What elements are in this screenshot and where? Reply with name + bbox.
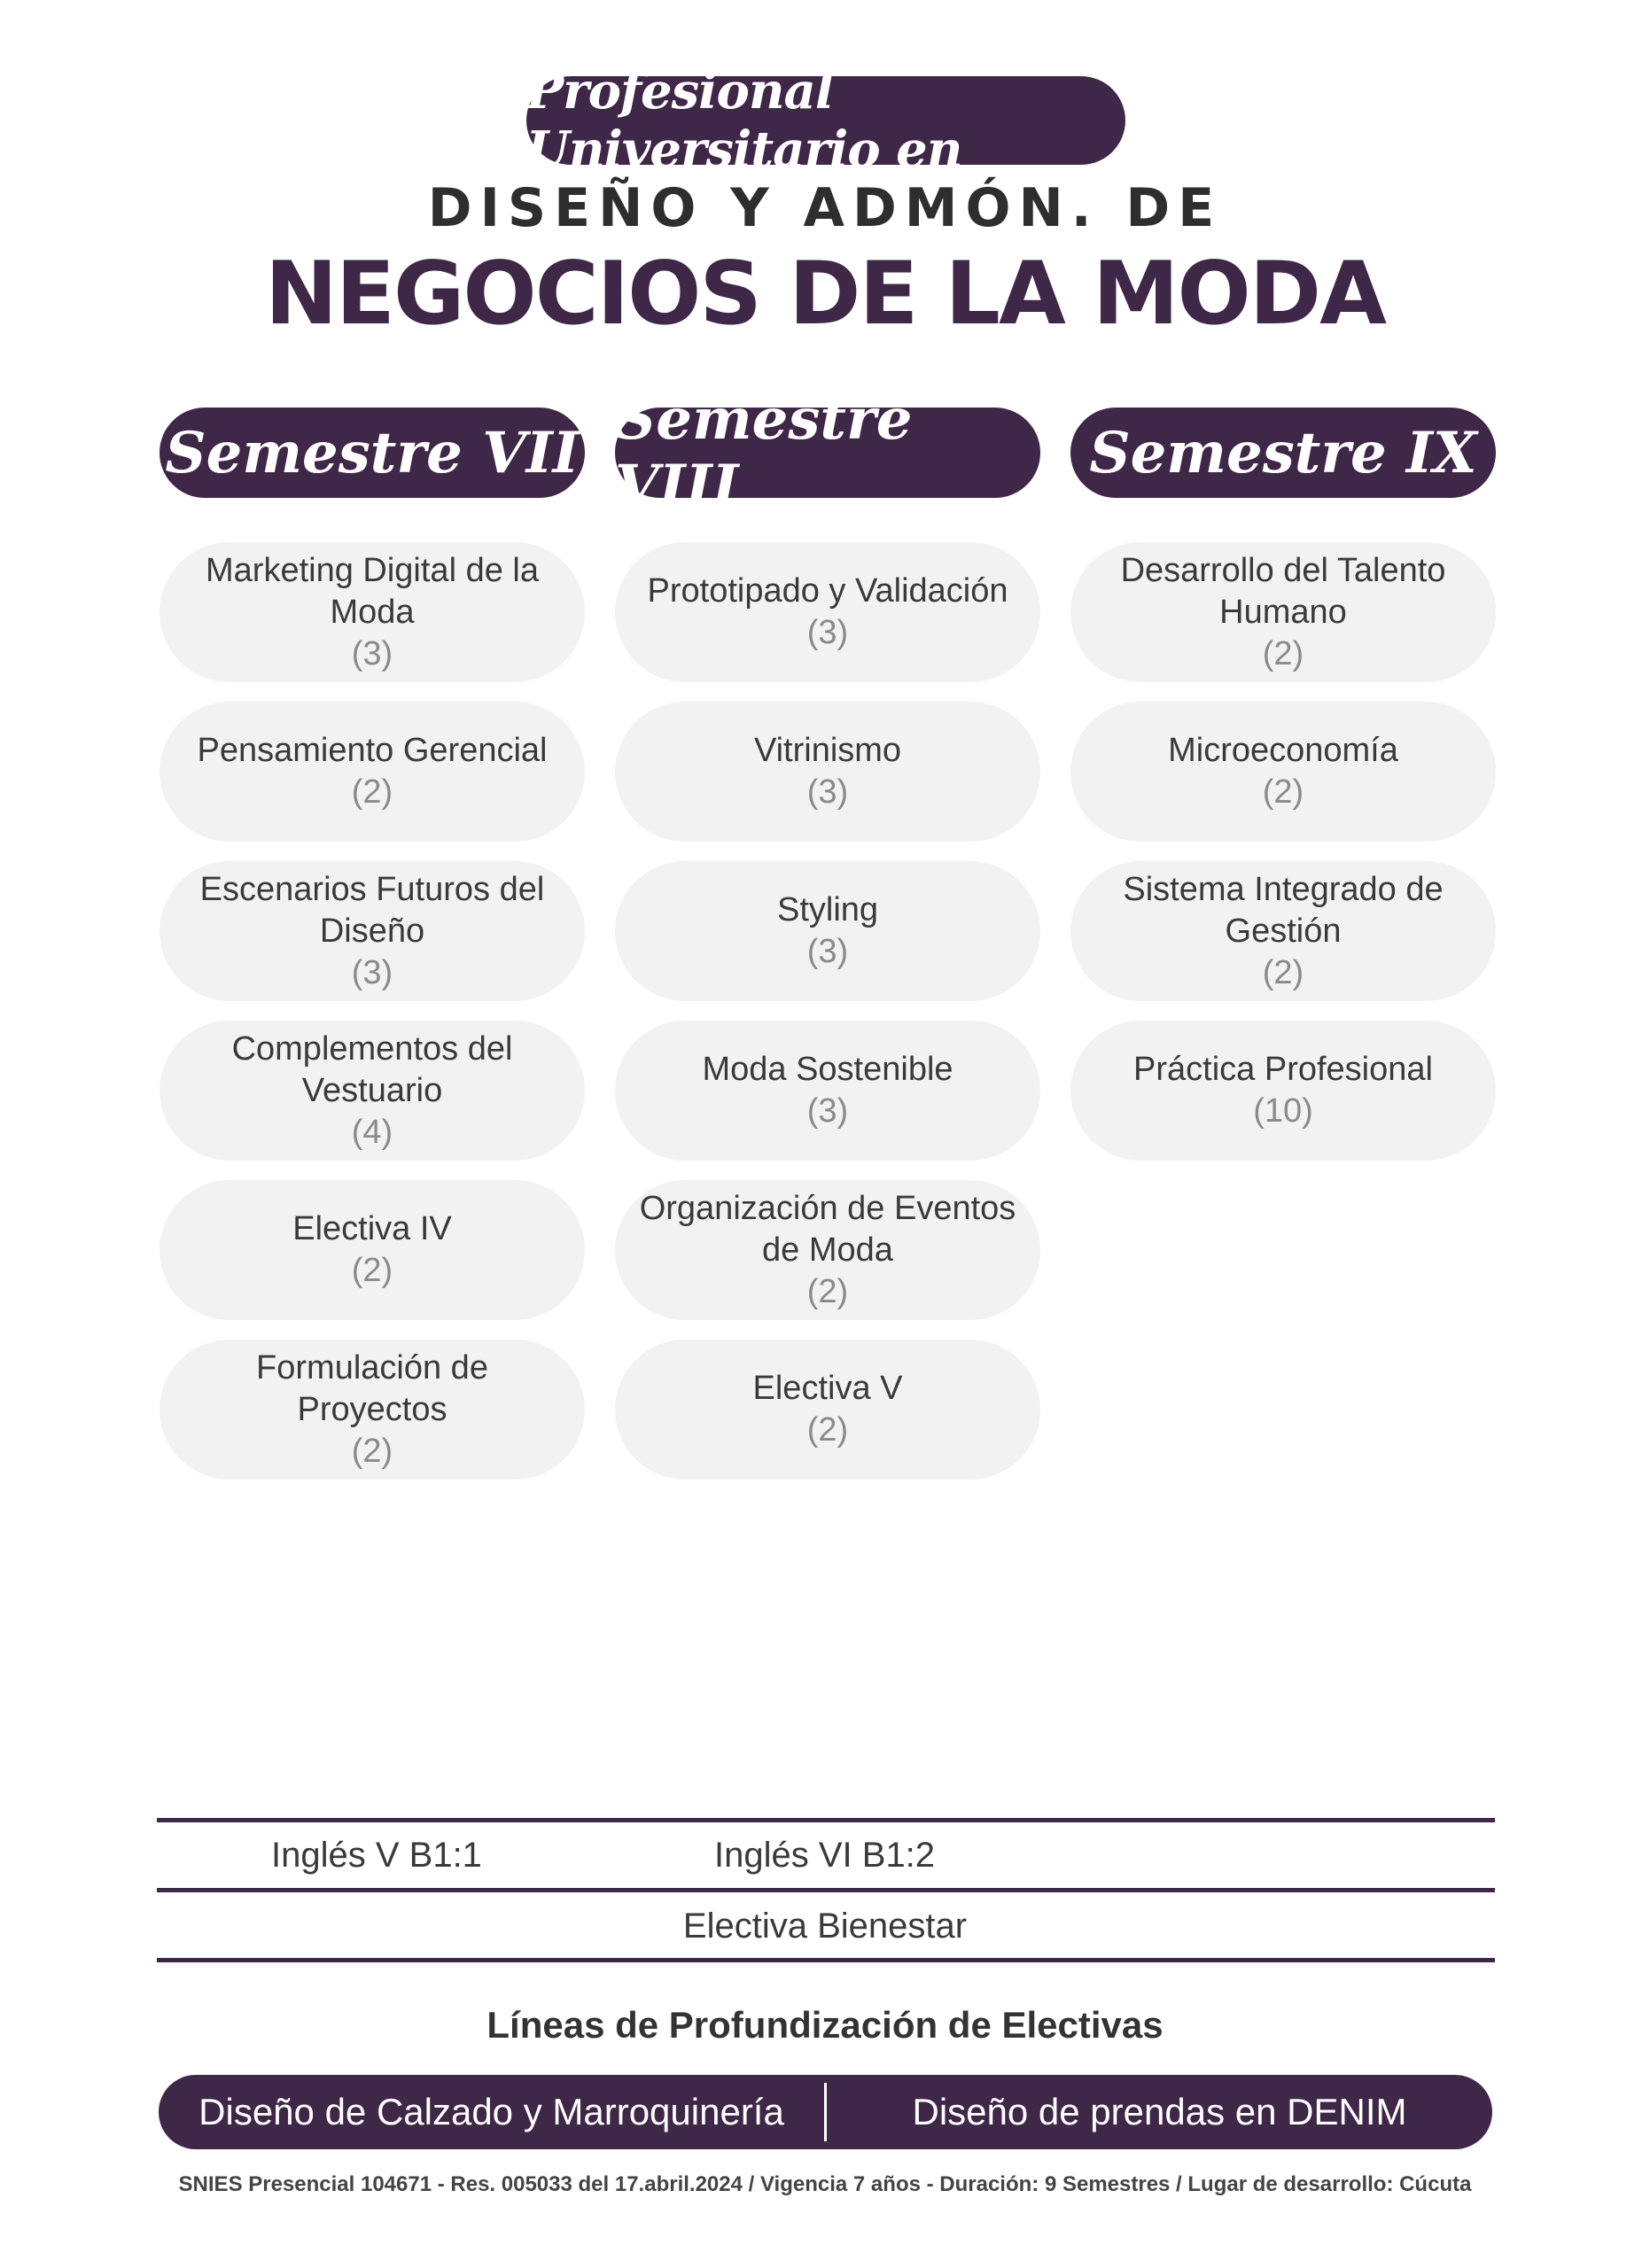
course-name: Organización de Eventos de Moda (639, 1189, 1016, 1269)
course-credits: (2) (351, 1252, 393, 1289)
divider-line (157, 1958, 1495, 1962)
course-card (1070, 861, 1496, 1001)
course-card (615, 1180, 1040, 1320)
elective-line-footwear: Diseño de Calzado y Marroquinería (198, 2091, 784, 2132)
course-card (160, 542, 585, 682)
course-card (1070, 542, 1496, 682)
course-card (160, 1180, 585, 1320)
semester-header: Semestre VII (160, 408, 585, 498)
electiva-bienestar-label: Electiva Bienestar (682, 1907, 968, 1946)
program-title: NEGOCIOS DE LA MODA (265, 244, 1385, 345)
semester-column-viii (615, 386, 1040, 1449)
course-credits: (3) (351, 634, 393, 672)
course-card (1070, 702, 1496, 842)
course-credits: (2) (806, 1411, 849, 1449)
program-subtitle: DISEÑO Y ADMÓN. DE (427, 177, 1223, 239)
course-card (160, 1340, 585, 1480)
course-credits: (2) (1262, 634, 1304, 672)
divider-line (157, 1888, 1495, 1892)
course-card (615, 861, 1040, 1001)
course-credits: (2) (1262, 953, 1304, 991)
course-credits: (3) (806, 1092, 849, 1130)
course-credits: (10) (1253, 1092, 1313, 1130)
semester-header: Semestre IX (1070, 408, 1496, 498)
course-card (160, 1021, 585, 1161)
course-name: Escenarios Futuros del Diseño (199, 870, 545, 950)
english-vi-label: Inglés VI B1:2 (714, 1836, 936, 1875)
accreditation-footer: SNIES Presencial 104671 - Res. 005033 del 17.abril.2024 / Vigencia 7 años - Duración: 9 Semestres / Lugar de desarrollo: Cúcuta (178, 2172, 1472, 2196)
course-name: Marketing Digital de la Moda (206, 551, 539, 631)
course-name: Sistema Integrado de Gestión (1123, 870, 1444, 950)
course-credits: (3) (806, 933, 849, 970)
course-card (1070, 1021, 1496, 1161)
course-card (160, 702, 585, 842)
course-name: Vitrinismo (753, 732, 902, 769)
elective-lines-bar (159, 2075, 1492, 2149)
course-credits: (3) (351, 953, 393, 991)
course-credits: (2) (351, 1432, 393, 1470)
english-v-label: Inglés V B1:1 (271, 1836, 482, 1875)
course-card (615, 702, 1040, 842)
course-name: Pensamiento Gerencial (197, 732, 548, 769)
divider-line (157, 1818, 1495, 1822)
course-card (615, 542, 1040, 682)
course-name: Moda Sostenible (702, 1051, 953, 1088)
course-credits: (3) (806, 614, 849, 651)
course-name: Práctica Profesional (1133, 1051, 1433, 1088)
elective-line-denim: Diseño de prendas en DENIM (912, 2091, 1407, 2132)
course-credits: (4) (351, 1113, 393, 1151)
course-card (160, 861, 585, 1001)
course-name: Prototipado y Validación (647, 572, 1008, 610)
course-name: Microeconomía (1168, 732, 1398, 769)
course-name: Electiva IV (292, 1210, 452, 1247)
course-credits: (2) (1262, 773, 1304, 811)
course-name: Desarrollo del Talento Humano (1120, 551, 1446, 631)
course-name: Complementos del Vestuario (231, 1029, 513, 1109)
course-name: Styling (776, 891, 879, 928)
course-card (615, 1021, 1040, 1161)
semester-header: Semestre VIII (615, 408, 1040, 498)
semester-column-vii (160, 408, 585, 1470)
program-type-badge: Profesional Universitario en (526, 76, 1125, 165)
course-credits: (2) (351, 773, 393, 811)
course-name: Electiva V (752, 1370, 903, 1407)
course-card (615, 1340, 1040, 1480)
course-name: Formulación de Proyectos (256, 1348, 488, 1428)
semester-column-ix (1070, 408, 1496, 1130)
elective-lines-heading: Líneas de Profundización de Electivas (486, 2004, 1164, 2046)
course-credits: (3) (806, 773, 849, 811)
course-credits: (2) (806, 1272, 849, 1310)
